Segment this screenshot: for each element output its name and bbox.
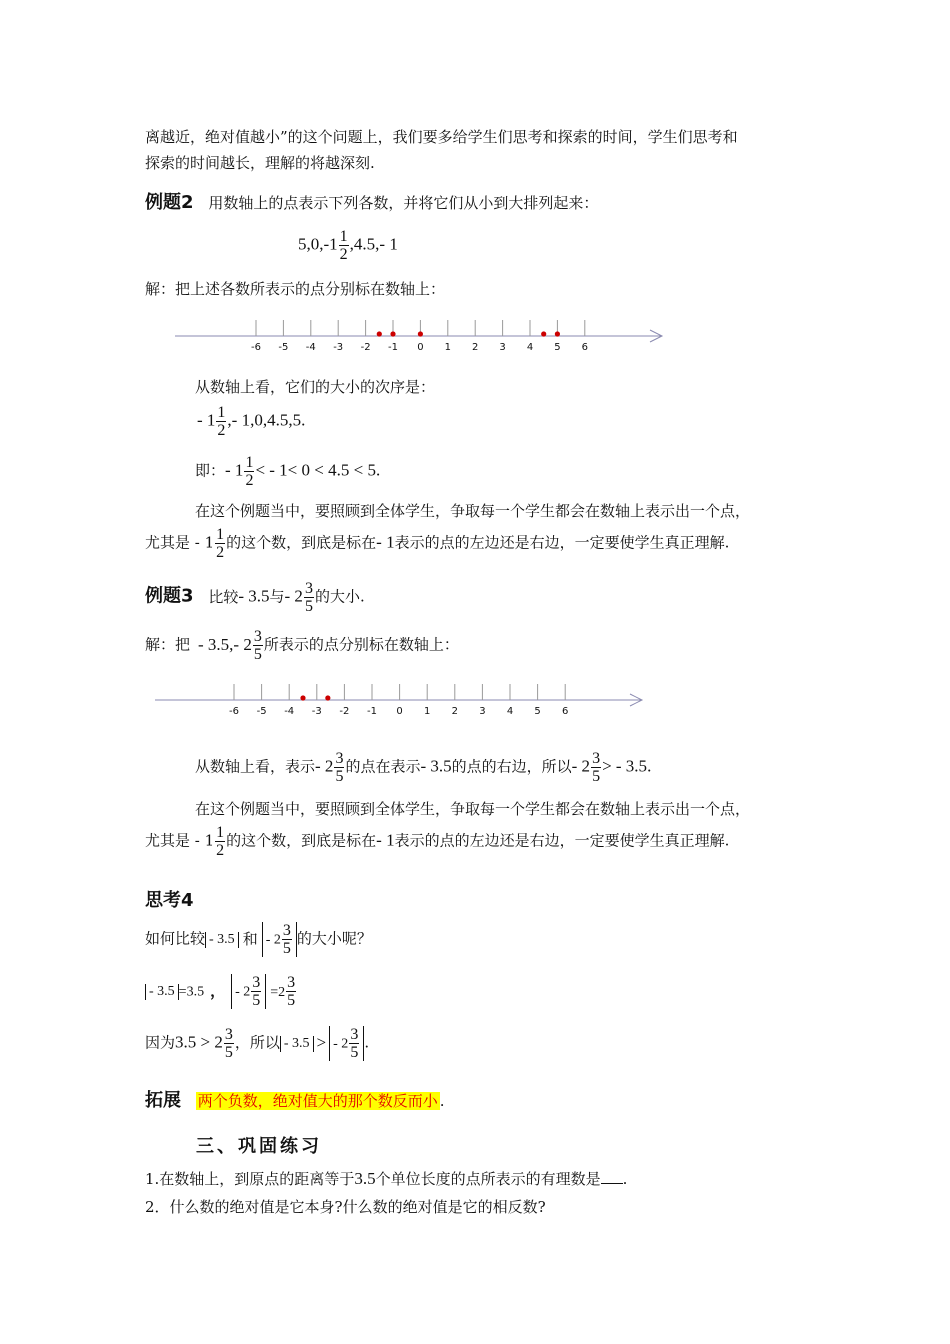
because-c: ，所以 <box>234 1033 280 1052</box>
frac-den: 5 <box>224 1044 233 1061</box>
number-line-2 <box>150 680 650 724</box>
fraction-three-fifths <box>286 974 296 1009</box>
example2-prompt: 用数轴上的点表示下列各数，并将它们从小到大排列起来： <box>208 194 599 212</box>
axis-point <box>541 331 546 336</box>
frac-num: 3 <box>253 628 262 645</box>
fraction-half <box>215 526 225 561</box>
frac-num: 3 <box>350 1026 359 1043</box>
extension-row <box>145 1086 445 1112</box>
solution-a: 解：把 <box>145 635 191 654</box>
fraction-half <box>216 404 226 439</box>
because-e: > <box>316 1032 327 1052</box>
frac-num: 3 <box>592 750 601 767</box>
abs-neg-2-3-5 <box>231 974 266 1009</box>
frac-num: 1 <box>245 454 254 471</box>
tick-label: -4 <box>305 342 316 353</box>
extension-dot: . <box>439 1092 445 1110</box>
tick-label: 1 <box>424 706 431 717</box>
frac-den: 5 <box>335 768 344 785</box>
because-b: 3.5 > 2 <box>175 1032 223 1052</box>
q-c: 和 <box>242 929 258 948</box>
fraction-three-fifths <box>282 922 292 957</box>
frac-den: 5 <box>304 598 313 615</box>
tick-label: 4 <box>526 342 534 353</box>
frac-num: 1 <box>216 526 225 543</box>
note-c: - 1 <box>376 830 395 850</box>
tick-label: 0 <box>396 706 403 717</box>
tick-label: -1 <box>388 342 398 353</box>
ineq-label: 即： <box>195 461 226 480</box>
section3-q1 <box>145 1168 627 1190</box>
frac-den: 5 <box>287 992 296 1009</box>
prompt-a: 比较 <box>208 587 239 606</box>
tick-label: 0 <box>417 342 424 353</box>
think4-equations <box>145 974 297 1009</box>
eq2-in: - 2 <box>235 984 251 1000</box>
abs-neg-2-3-5 <box>262 922 297 957</box>
because-a: 因为 <box>145 1033 176 1052</box>
because-g: . <box>364 1033 370 1052</box>
extension-title: 拓展 <box>145 1090 181 1111</box>
example3-observe <box>195 750 651 785</box>
tick-label: 3 <box>479 706 486 717</box>
tick-label: 2 <box>451 706 458 717</box>
example2-order <box>197 404 305 439</box>
q-a: 如何比较 <box>145 929 206 948</box>
example3-note-1: 在这个例题当中，要照顾到全体学生，争取每一个学生都会在数轴上表示出一个点， <box>195 800 751 818</box>
example3-note-2 <box>145 824 729 859</box>
tick-label: 5 <box>534 706 541 717</box>
example2-observe: 从数轴上看，它们的大小的次序是： <box>195 378 436 396</box>
observe-h: . <box>647 756 652 776</box>
frac-den: 5 <box>253 646 262 663</box>
frac-num: 3 <box>287 974 296 991</box>
tick-label: -5 <box>278 342 289 353</box>
number-line-1 <box>170 312 670 360</box>
fraction-three-fifths <box>224 1026 234 1061</box>
note-a: 尤其是 - 1 <box>145 533 215 552</box>
q1-d: . <box>622 1170 628 1188</box>
note-a: 尤其是 - 1 <box>145 831 215 850</box>
section3-title: 三、巩固练习 <box>196 1136 322 1157</box>
number-list-b: ,4.5,- 1 <box>349 234 398 254</box>
example2-inequality <box>195 454 380 489</box>
axis-point <box>300 695 305 700</box>
abs-neg-3-5: - 3.5 <box>205 932 239 948</box>
frac-num: 3 <box>224 1026 233 1043</box>
solution-b: - 3.5,- 2 <box>198 634 252 654</box>
example2-title: 例题2 <box>145 192 194 213</box>
tick-label: -3 <box>311 706 322 717</box>
fraction-three-fifths <box>349 1026 359 1061</box>
because-f: - 2 <box>333 1036 349 1052</box>
extension-highlight: 两个负数，绝对值大的那个数反而小 <box>197 1092 438 1110</box>
intro-line-1: 离越近，绝对值越小”的这个问题上，我们要多给学生们思考和探索的时间，学生们思考和 <box>145 128 738 146</box>
order-dot: . <box>301 410 306 430</box>
q-d: - 2 <box>265 932 281 948</box>
frac-den: 2 <box>216 842 225 859</box>
frac-den: 5 <box>252 992 261 1009</box>
example2-solution: 解：把上述各数所表示的点分别标在数轴上： <box>145 280 446 298</box>
observe-g: > - 3.5 <box>602 756 648 776</box>
tick-label: 2 <box>472 342 479 353</box>
prompt-c: 与 <box>269 587 285 606</box>
observe-f: - 2 <box>571 756 591 776</box>
example3-solution <box>145 628 459 663</box>
frac-den: 2 <box>216 544 225 561</box>
note-d: 表示的点的左边还是右边，一定要使学生真正理解. <box>394 533 730 552</box>
observe-c: 的点在表示 <box>345 757 421 776</box>
example2-number-list <box>298 228 398 263</box>
solution-c: 所表示的点分别标在数轴上： <box>263 635 459 654</box>
axis-point <box>377 331 382 336</box>
fraction-half <box>244 454 254 489</box>
note-d: 表示的点的左边还是右边，一定要使学生真正理解. <box>394 831 730 850</box>
tick-label: -5 <box>256 706 267 717</box>
fraction-half <box>215 824 225 859</box>
tick-label: -6 <box>229 706 239 717</box>
frac-den: 2 <box>217 422 226 439</box>
prompt-b: - 3.5 <box>238 586 270 606</box>
tick-label: -1 <box>367 706 377 717</box>
observe-b: - 2 <box>315 756 334 776</box>
observe-e: 的点的右边，所以 <box>451 757 572 776</box>
number-list-a: 5,0,- <box>298 234 330 254</box>
frac-den: 5 <box>282 940 291 957</box>
tick-label: 6 <box>581 342 588 353</box>
eq2-val: =2 <box>270 984 286 1000</box>
tick-label: 4 <box>506 706 514 717</box>
frac-den: 5 <box>350 1044 359 1061</box>
tick-label: -2 <box>339 706 350 717</box>
comma: ， <box>210 981 226 1000</box>
frac-den: 2 <box>339 246 348 263</box>
answer-blank[interactable] <box>601 1169 623 1184</box>
mixed-whole: 1 <box>329 234 338 254</box>
note-b: 的这个数，到底是标在 <box>226 831 377 850</box>
note-b: 的这个数，到底是标在 <box>226 533 377 552</box>
fraction-three-fifths <box>253 628 263 663</box>
frac-den: 2 <box>245 472 254 489</box>
frac-num: 1 <box>339 228 348 245</box>
order-prefix: - 1 <box>197 410 216 430</box>
prompt-d: - 2 <box>284 586 303 606</box>
example2-note-2 <box>145 526 729 561</box>
think4-because <box>145 1026 369 1061</box>
frac-num: 1 <box>217 404 226 421</box>
example2-note-1: 在这个例题当中，要照顾到全体学生，争取每一个学生都会在数轴上表示出一个点， <box>195 502 751 520</box>
tick-label: -4 <box>284 706 295 717</box>
ineq-prefix: - 1 <box>225 460 244 480</box>
example2-header <box>145 188 598 214</box>
frac-num: 3 <box>335 750 344 767</box>
abs-neg-2-3-5 <box>329 1026 364 1061</box>
tick-label: -3 <box>333 342 344 353</box>
ineq-suffix: < - 1< 0 < 4.5 < 5 <box>255 460 376 480</box>
fraction-three-fifths <box>251 974 261 1009</box>
abs-neg-3-5: - 3.5 <box>145 984 179 1000</box>
axis-point <box>555 331 560 336</box>
fraction-three-fifths <box>591 750 601 785</box>
q1-c: 个单位长度的点所表示的有理数是 <box>375 1170 601 1188</box>
section3-q2: 2．什么数的绝对值是它本身?什么数的绝对值是它的相反数? <box>145 1198 546 1216</box>
eq1-val: =3.5 <box>178 984 205 1000</box>
intro-line-2: 探索的时间越长，理解的将越深刻. <box>145 154 375 172</box>
observe-a: 从数轴上看，表示 <box>195 757 316 776</box>
fraction-three-fifths <box>334 750 344 785</box>
q1-b: 3.5 <box>354 1169 376 1188</box>
observe-d: - 3.5 <box>420 756 452 776</box>
tick-label: 3 <box>499 342 506 353</box>
tick-label: 6 <box>562 706 569 717</box>
axis-point <box>418 331 423 336</box>
fraction-three-fifths <box>304 580 314 615</box>
think4-question <box>145 922 372 957</box>
frac-num: 3 <box>252 974 261 991</box>
frac-num: 3 <box>304 580 313 597</box>
fraction-half <box>339 228 349 263</box>
example3-title: 例题3 <box>145 585 194 607</box>
think4-title: 思考4 <box>145 890 194 911</box>
prompt-e: 的大小. <box>314 587 365 606</box>
example3-header <box>145 580 365 615</box>
frac-num: 1 <box>216 824 225 841</box>
tick-label: -6 <box>251 342 261 353</box>
order-suffix: ,- 1,0,4.5,5 <box>227 410 302 430</box>
ineq-dot: . <box>375 460 381 480</box>
q1-a: 1.在数轴上，到原点的距离等于 <box>145 1170 355 1188</box>
frac-den: 5 <box>592 768 601 785</box>
tick-label: -2 <box>360 342 371 353</box>
q-e: 的大小呢？ <box>296 929 372 948</box>
tick-label: 1 <box>444 342 451 353</box>
tick-label: 5 <box>554 342 561 353</box>
axis-point <box>390 331 395 336</box>
axis-point <box>325 695 330 700</box>
frac-num: 3 <box>282 922 291 939</box>
note-c: - 1 <box>376 532 395 552</box>
abs-neg-3-5: - 3.5 <box>280 1036 314 1052</box>
